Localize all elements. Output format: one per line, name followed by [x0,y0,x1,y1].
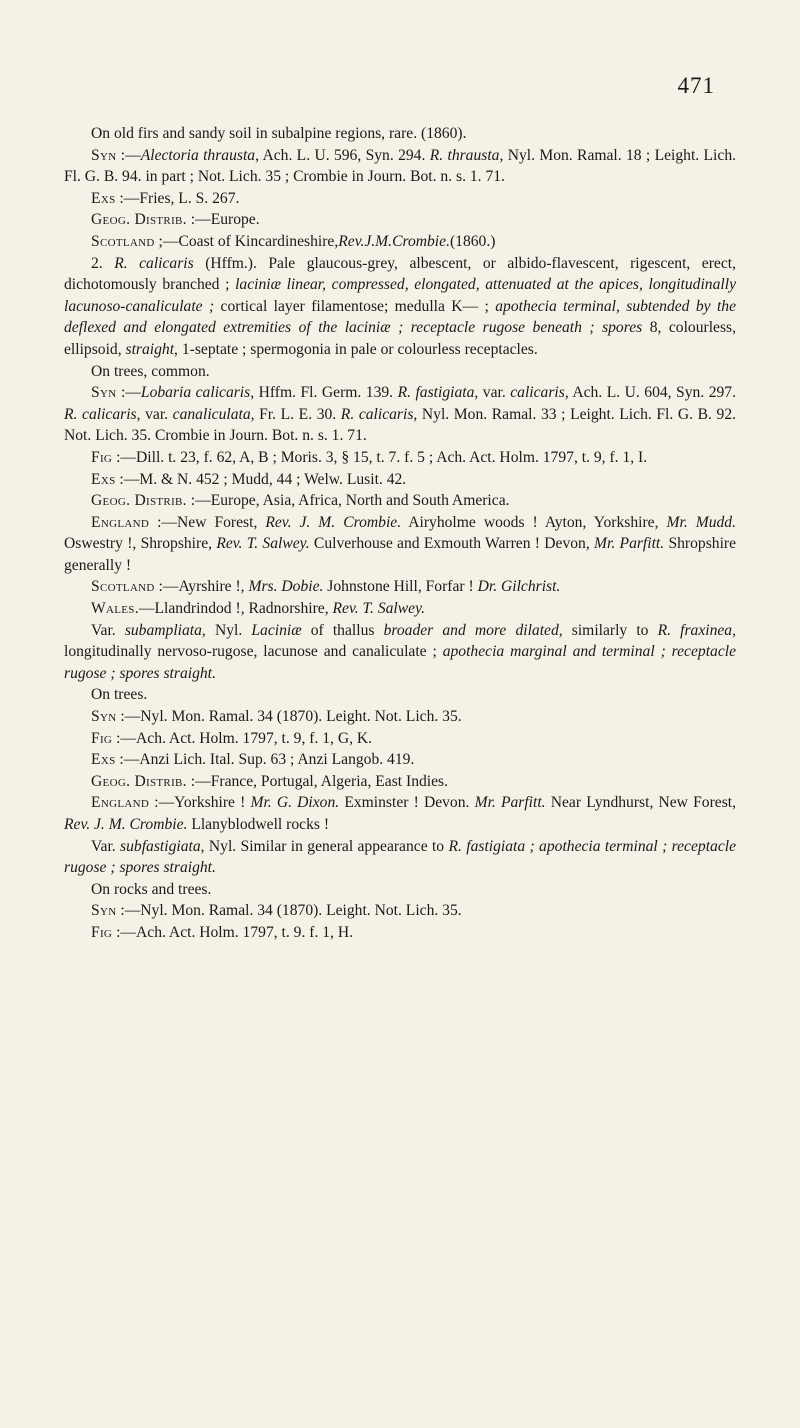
paragraph [64,382,736,447]
italic-text: Lobaria calicaris [140,384,251,402]
text-run: Near Lyndhurst, New Forest, [545,794,736,812]
section-label: Exs [91,189,116,207]
italic-text: Mr. Parfitt. [594,535,665,553]
text-run: , var. [136,405,173,423]
text-run: :—Fries, L. S. 267. [115,189,240,207]
paragraph [64,123,736,145]
text-run: Culverhouse and Exmouth Warren ! Devon, [309,535,595,553]
italic-text: R. calicaris [64,405,137,423]
paragraph [64,512,736,577]
text-run: , var. [474,384,511,402]
section-label: Fig [91,448,113,466]
text-run: :—Ach. Act. Holm. 1797, t. 9, f. 1, G, K. [112,729,373,747]
section-label: Scotland [91,578,155,596]
text-run: :—Ach. Act. Holm. 1797, t. 9. f. 1, H. [112,923,354,941]
text-run: (1860.) [449,232,496,250]
italic-text: Dr. Gilchrist. [477,578,561,596]
italic-text: straight [125,340,175,358]
paragraph [64,900,736,922]
text-run: :—New Forest, [149,513,266,531]
italic-text: Rev. J. M. Crombie. [265,513,402,531]
italic-text: calicaris [510,384,565,402]
paragraph [64,620,736,685]
paragraph [64,728,736,750]
italic-text: broader and more dilated [383,621,559,639]
text-run: On trees. [91,686,148,704]
italic-text: R. thrausta [429,146,500,164]
text-run: :—Ayrshire !, [154,578,249,596]
paragraph [64,447,736,469]
italic-text: R. fastigiata ; apothecia terminal ; receptacle rugose ; spores straight. [64,837,736,877]
section-label: England [91,513,150,531]
text-run: , Ach. L. U. 596, Syn. 294. [255,146,430,164]
text-run: (Hffm.). Pale glaucous-grey, albescent, or albido-flavescent, rigescent, erect, dichotomously branched ; [64,254,736,294]
paragraph [64,922,736,944]
text-run: Llanyblodwell rocks ! [187,816,330,833]
paragraph [64,490,736,512]
italic-text: Rev. T. Salwey. [216,535,310,553]
italic-text: canaliculata [172,405,251,423]
text-run: , 1-septate ; spermogonia in pale or colourless receptacles. [174,340,538,358]
text-run: On old firs and sandy soil in subalpine regions, rare. (1860). [91,125,467,142]
text-run: Exminster ! Devon. [339,794,475,812]
text-run: Shropshire generally ! [64,535,737,574]
text-run: ;—Coast of Kincardineshire, [154,232,339,250]
text-run: , Nyl. Similar in general appearance to [200,837,449,855]
text-run: Airyholme woods ! Ayton, Yorkshire, [401,513,667,531]
text-run: On trees, common. [91,362,210,380]
text-run: of thallus [301,621,384,639]
text-run: :—Anzi Lich. Ital. Sup. 63 ; Anzi Langob. 419. [115,751,415,769]
italic-text: Mr. Mudd. [666,513,736,531]
italic-text: subfastigiata [120,837,201,855]
paragraph [64,231,736,253]
section-label: Syn [91,708,117,726]
text-run: , Fr. L. E. 30. [250,405,341,423]
text-run: , longitudinally nervoso-rugose, lacunose and canaliculate ; [64,621,737,661]
paragraph [64,771,736,793]
italic-text: R. fastigiata [397,384,475,402]
text-run: :— [116,146,141,164]
text-run: :—Europe, Asia, Africa, North and South America. [186,492,510,510]
text-run: 8, colourless, ellipsoid, [64,319,737,358]
section-label: Geog. Distrib. [91,211,187,229]
paragraph [64,361,736,383]
text-run: Var. [91,621,125,639]
paragraph [64,836,736,879]
text-run: 2. [91,254,115,272]
text-run: :—Nyl. Mon. Ramal. 34 (1870). Leight. Not. Lich. 35. [116,902,462,920]
paragraph [64,469,736,491]
italic-text: apothecia marginal and terminal ; receptacle rugose ; spores straight. [64,643,736,682]
section-label: Scotland [91,232,155,250]
section-label: Exs [91,751,116,769]
section-label: England [91,794,150,812]
page-text [64,123,736,944]
page-number: 471 [677,73,715,98]
text-run: —Llandrindod !, Radnorshire, [138,600,333,618]
paragraph [64,188,736,210]
section-label: Fig [91,923,113,941]
section-label: Syn [91,146,117,164]
text-run: :—M. & N. 452 ; Mudd, 44 ; Welw. Lusit. 42. [115,470,407,488]
section-label: Wales. [91,600,139,618]
text-run: On rocks and trees. [91,880,212,898]
text-run: Oswestry !, Shropshire, [64,535,217,553]
italic-text: R. calicaris [340,405,414,423]
section-label: Syn [91,384,117,402]
paragraph [64,209,736,231]
italic-text: Rev.J.M.Crombie. [338,232,450,250]
section-label: Exs [91,470,116,488]
italic-text: Rev. J. M. Crombie. [64,816,188,833]
section-label: Syn [91,902,117,920]
paragraph [64,253,736,361]
paragraph [64,749,736,771]
italic-text: Mr. G. Dixon. [250,794,340,812]
paragraph [64,792,736,835]
italic-text: laciniæ linear, compressed, elongated, attenuated at the apices, longitudinally lacunoso-canaliculate ; [64,276,736,315]
paragraph [64,598,736,620]
text-run: , similarly to [558,621,658,639]
text-run: , Nyl. [201,621,252,639]
italic-text: apothecia terminal, subtended by the deflexed and elongated extremities of the laciniæ ; receptacle rugose beneath ; spores [64,297,737,337]
section-label: Fig [91,729,113,747]
section-label: Geog. Distrib. [91,492,187,510]
italic-text: R. calicaris [114,254,194,272]
text-run: :— [116,384,141,402]
text-run: :—Europe. [186,211,260,229]
text-run: cortical layer filamentose; medulla K— ; [214,297,496,315]
italic-text: subampliata [124,621,202,639]
text-run: , Hffm. Fl. Germ. 139. [250,384,398,402]
paragraph [64,706,736,728]
italic-text: Mrs. Dobie. [248,578,324,596]
text-run: :—Yorkshire ! [149,794,251,812]
text-run: Var. [91,837,121,855]
section-label: Geog. Distrib. [91,772,187,790]
text-run: , Nyl. Mon. Ramal. 33 ; Leight. Lich. Fl. G. B. 92. Not. Lich. 35. Crombie in Journ. Bot. n. s. 1. 71. [64,405,737,445]
italic-text: R. fraxinea [657,621,733,639]
paragraph [64,879,736,901]
text-run: Johnstone Hill, Forfar ! [323,578,478,596]
text-section [64,253,736,944]
italic-text: Laciniæ [251,621,302,639]
text-run: :—Nyl. Mon. Ramal. 34 (1870). Leight. Not. Lich. 35. [116,708,462,726]
italic-text: Alectoria thrausta [140,146,256,164]
text-section [64,123,736,253]
italic-text: Rev. T. Salwey. [332,600,426,618]
text-run: :—France, Portugal, Algeria, East Indies. [186,772,449,790]
italic-text: Mr. Parfitt. [474,794,546,812]
text-run: , Ach. L. U. 604, Syn. 297. [564,384,736,402]
paragraph [64,684,736,706]
paragraph [64,145,736,188]
text-run: , Nyl. Mon. Ramal. 18 ; Leight. Lich. Fl. G. B. 94. in part ; Not. Lich. 35 ; Crombie in Journ. Bot. n. s. 1. 71. [64,146,737,186]
paragraph [64,576,736,598]
text-run: :—Dill. t. 23, f. 62, A, B ; Moris. 3, § 15, t. 7. f. 5 ; Ach. Act. Holm. 1797, t. 9, f. 1, I. [112,448,648,466]
